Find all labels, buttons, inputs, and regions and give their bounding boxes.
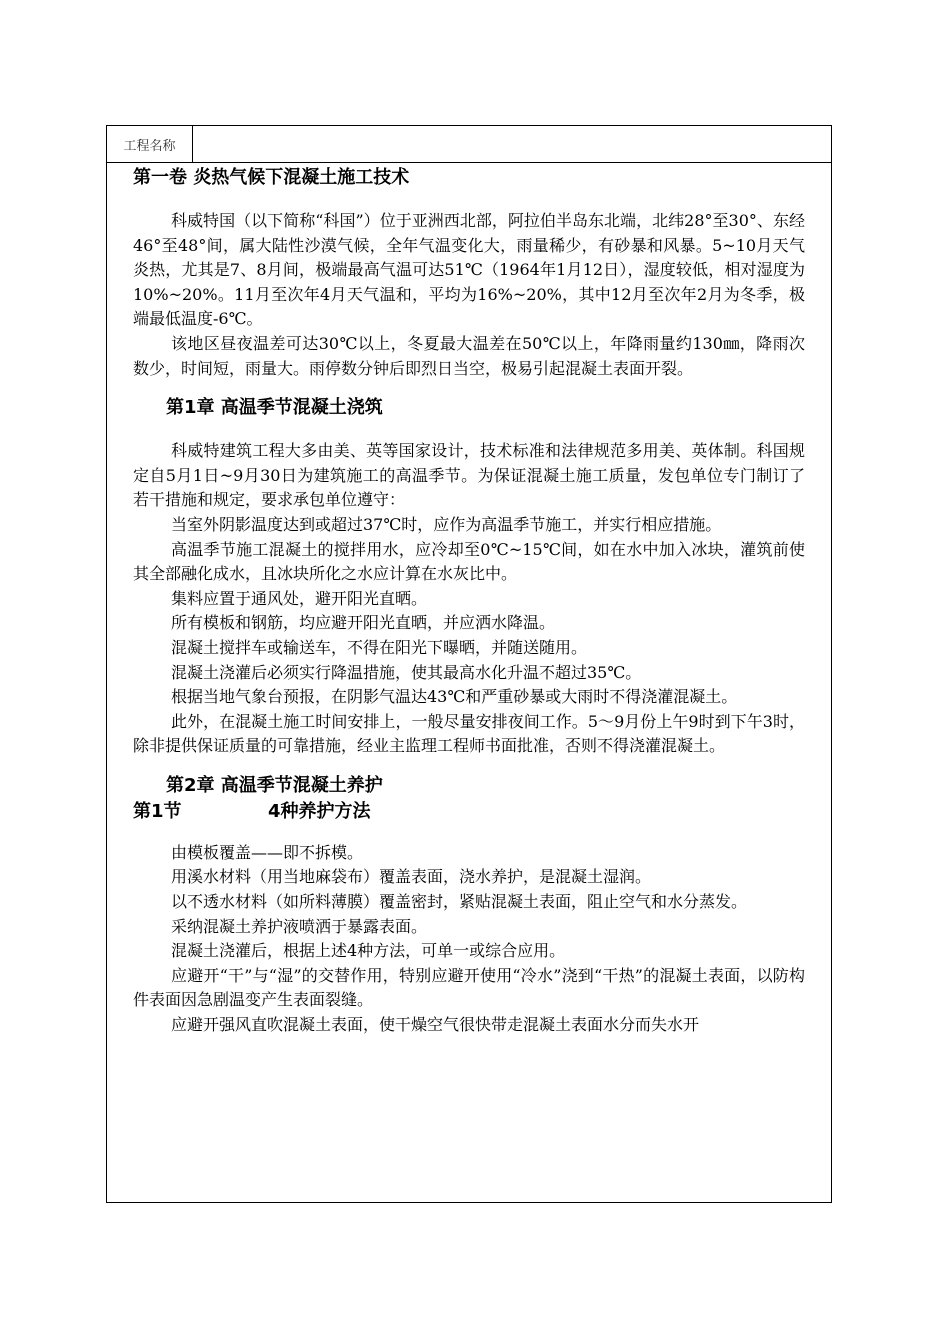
volume-title: 第一卷 炎热气候下混凝土施工技术 (133, 167, 410, 188)
chapter-2-paragraph: 混凝土浇灌后，根据上述4种方法，可单一或综合应用。 (171, 941, 566, 961)
section-1-title (133, 799, 805, 825)
chapter-1-paragraph: 此外，在混凝土施工时间安排上，一般尽量安排夜间工作。5～9月份上午9时到下午3时，除非提供保证质量的可靠措施，经业主监理工程师书面批准，否则不得浇灌混凝土。 (133, 711, 805, 756)
project-name-label: 工程名称 (107, 126, 193, 162)
chapter-1-paragraph: 所有模板和钢筋，均应避开阳光直晒，并应洒水降温。 (171, 613, 556, 633)
document-body (107, 165, 831, 1038)
chapter-2-paragraph: 以不透水材料（如所料薄膜）覆盖密封，紧贴混凝土表面，阻止空气和水分蒸发。 (171, 892, 748, 912)
chapter-1-paragraph: 科威特建筑工程大多由美、英等国家设计，技术标准和法律规范多用美、英体制。科国规定自5月1日~9月30日为建筑施工的高温季节。为保证混凝土施工质量，发包单位专门制订了若干措施和规定，要求承包单位遵守： (133, 441, 805, 510)
chapter-2-paragraph: 应避开“干”与“湿”的交替作用，特别应避开使用“冷水”浇到“干热”的混凝土表面，以防构件表面因急剧温变产生表面裂缝。 (133, 965, 805, 1010)
chapter-1-paragraph: 根据当地气象台预报，在阴影气温达43℃和严重砂暴或大雨时不得浇灌混凝土。 (171, 687, 738, 707)
chapter-1-title: 第1章 高温季节混凝土浇筑 (166, 397, 383, 419)
chapter-1-paragraph: 集料应置于通风处，避开阳光直晒。 (171, 588, 428, 608)
chapter-2-paragraph: 采纳混凝土养护液喷洒于暴露表面。 (171, 916, 428, 936)
chapter-1-paragraph: 当室外阴影温度达到或超过37℃时，应作为高温季节施工，并实行相应措施。 (171, 514, 722, 534)
chapter-1-paragraph: 高温季节施工混凝土的搅拌用水，应冷却至0℃~15℃间，如在水中加入冰块，灌筑前使其全部融化成水，且冰块所化之水应计算在水灰比中。 (133, 539, 805, 584)
chapter-2-paragraph: 应避开强风直吹混凝土表面，使干燥空气很快带走混凝土表面水分而失水开 (171, 1015, 700, 1035)
document-frame (106, 125, 832, 1203)
header-row (107, 126, 831, 163)
chapter-1-paragraph: 混凝土搅拌车或输送车，不得在阳光下曝晒，并随送随用。 (171, 637, 588, 657)
chapter-2-title: 第2章 高温季节混凝土养护 (166, 774, 383, 796)
section-number: 第1节 (133, 800, 182, 822)
chapter-1-paragraph: 混凝土浇灌后必须实行降温措施，使其最高水化升温不超过35℃。 (171, 662, 642, 682)
intro-paragraph: 该地区昼夜温差可达30℃以上，冬夏最大温差在50℃以上，年降雨量约130㎜，降雨次数少，时间短，雨量大。雨停数分钟后即烈日当空，极易引起混凝土表面开裂。 (133, 333, 805, 378)
intro-paragraph: 科威特国（以下简称“科国”）位于亚洲西北部，阿拉伯半岛东北端，北纬28°至30°、东经46°至48°间，属大陆性沙漠气候，全年气温变化大，雨量稀少，有砂暴和风暴。5~10月天气炎热，尤其是7、8月间，极端最高气温可达51℃（1964年1月12日），湿度较低，相对湿度为10%~20%。11月至次年4月天气温和，平均为16%~20%，其中12月至次年2月为冬季，极端最低温度-6℃。 (133, 211, 805, 329)
project-name-value (193, 126, 831, 162)
chapter-2-paragraph: 用溪水材料（用当地麻袋布）覆盖表面，浇水养护，是混凝土湿润。 (171, 867, 652, 887)
section-title-text: 4种养护方法 (268, 800, 371, 822)
chapter-2-paragraph: 由模板覆盖——即不拆模。 (171, 842, 364, 862)
